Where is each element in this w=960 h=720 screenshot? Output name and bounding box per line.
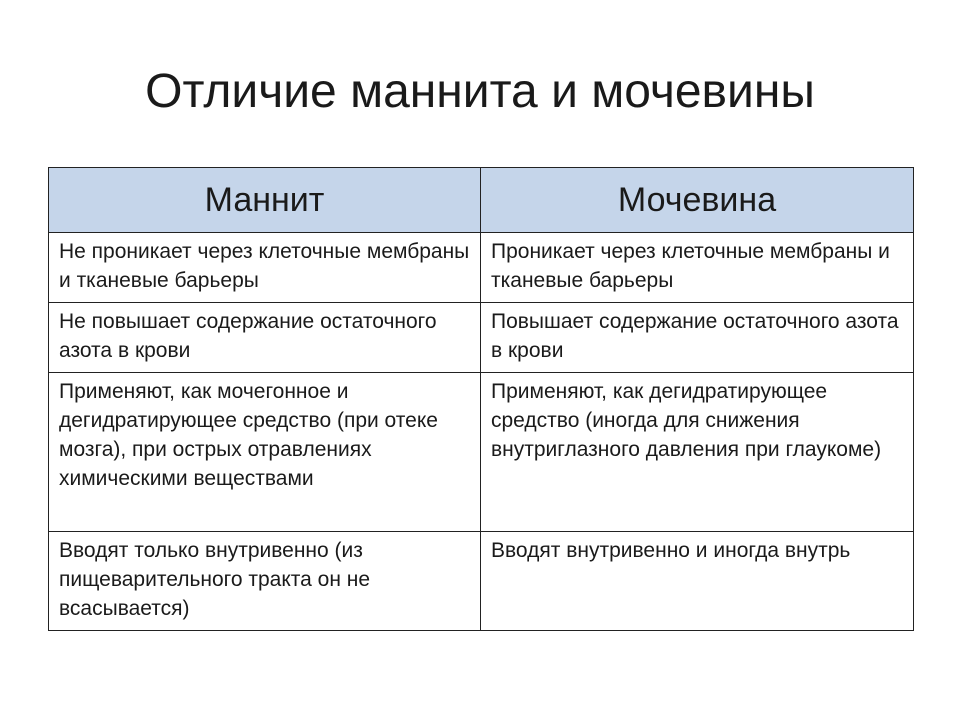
table-row <box>49 373 914 532</box>
table-cell-mannitol: Не проникает через клеточные мембраны и тканевые барьеры <box>49 233 481 303</box>
column-header-urea: Мочевина <box>481 168 914 233</box>
comparison-table <box>48 167 914 631</box>
table-row <box>49 532 914 631</box>
table-cell-urea: Повышает содержание остаточного азота в крови <box>481 303 914 373</box>
page-title: Отличие маннита и мочевины <box>145 65 815 118</box>
table-row <box>49 233 914 303</box>
table-cell-urea: Вводят внутривенно и иногда внутрь <box>481 532 914 631</box>
column-header-mannitol: Маннит <box>49 168 481 233</box>
table-cell-mannitol: Не повышает содержание остаточного азота в крови <box>49 303 481 373</box>
table-header-row <box>49 168 914 233</box>
table-cell-urea: Проникает через клеточные мембраны и тканевые барьеры <box>481 233 914 303</box>
table-cell-urea: Применяют, как дегидратирующее средство (иногда для снижения внутриглазного давления при глаукоме) <box>481 373 914 532</box>
table-cell-mannitol: Применяют, как мочегонное и дегидратирующее средство (при отеке мозга), при острых отравлениях химическими веществами <box>49 373 481 532</box>
table-row <box>49 303 914 373</box>
table-cell-mannitol: Вводят только внутривенно (из пищеварительного тракта он не всасывается) <box>49 532 481 631</box>
